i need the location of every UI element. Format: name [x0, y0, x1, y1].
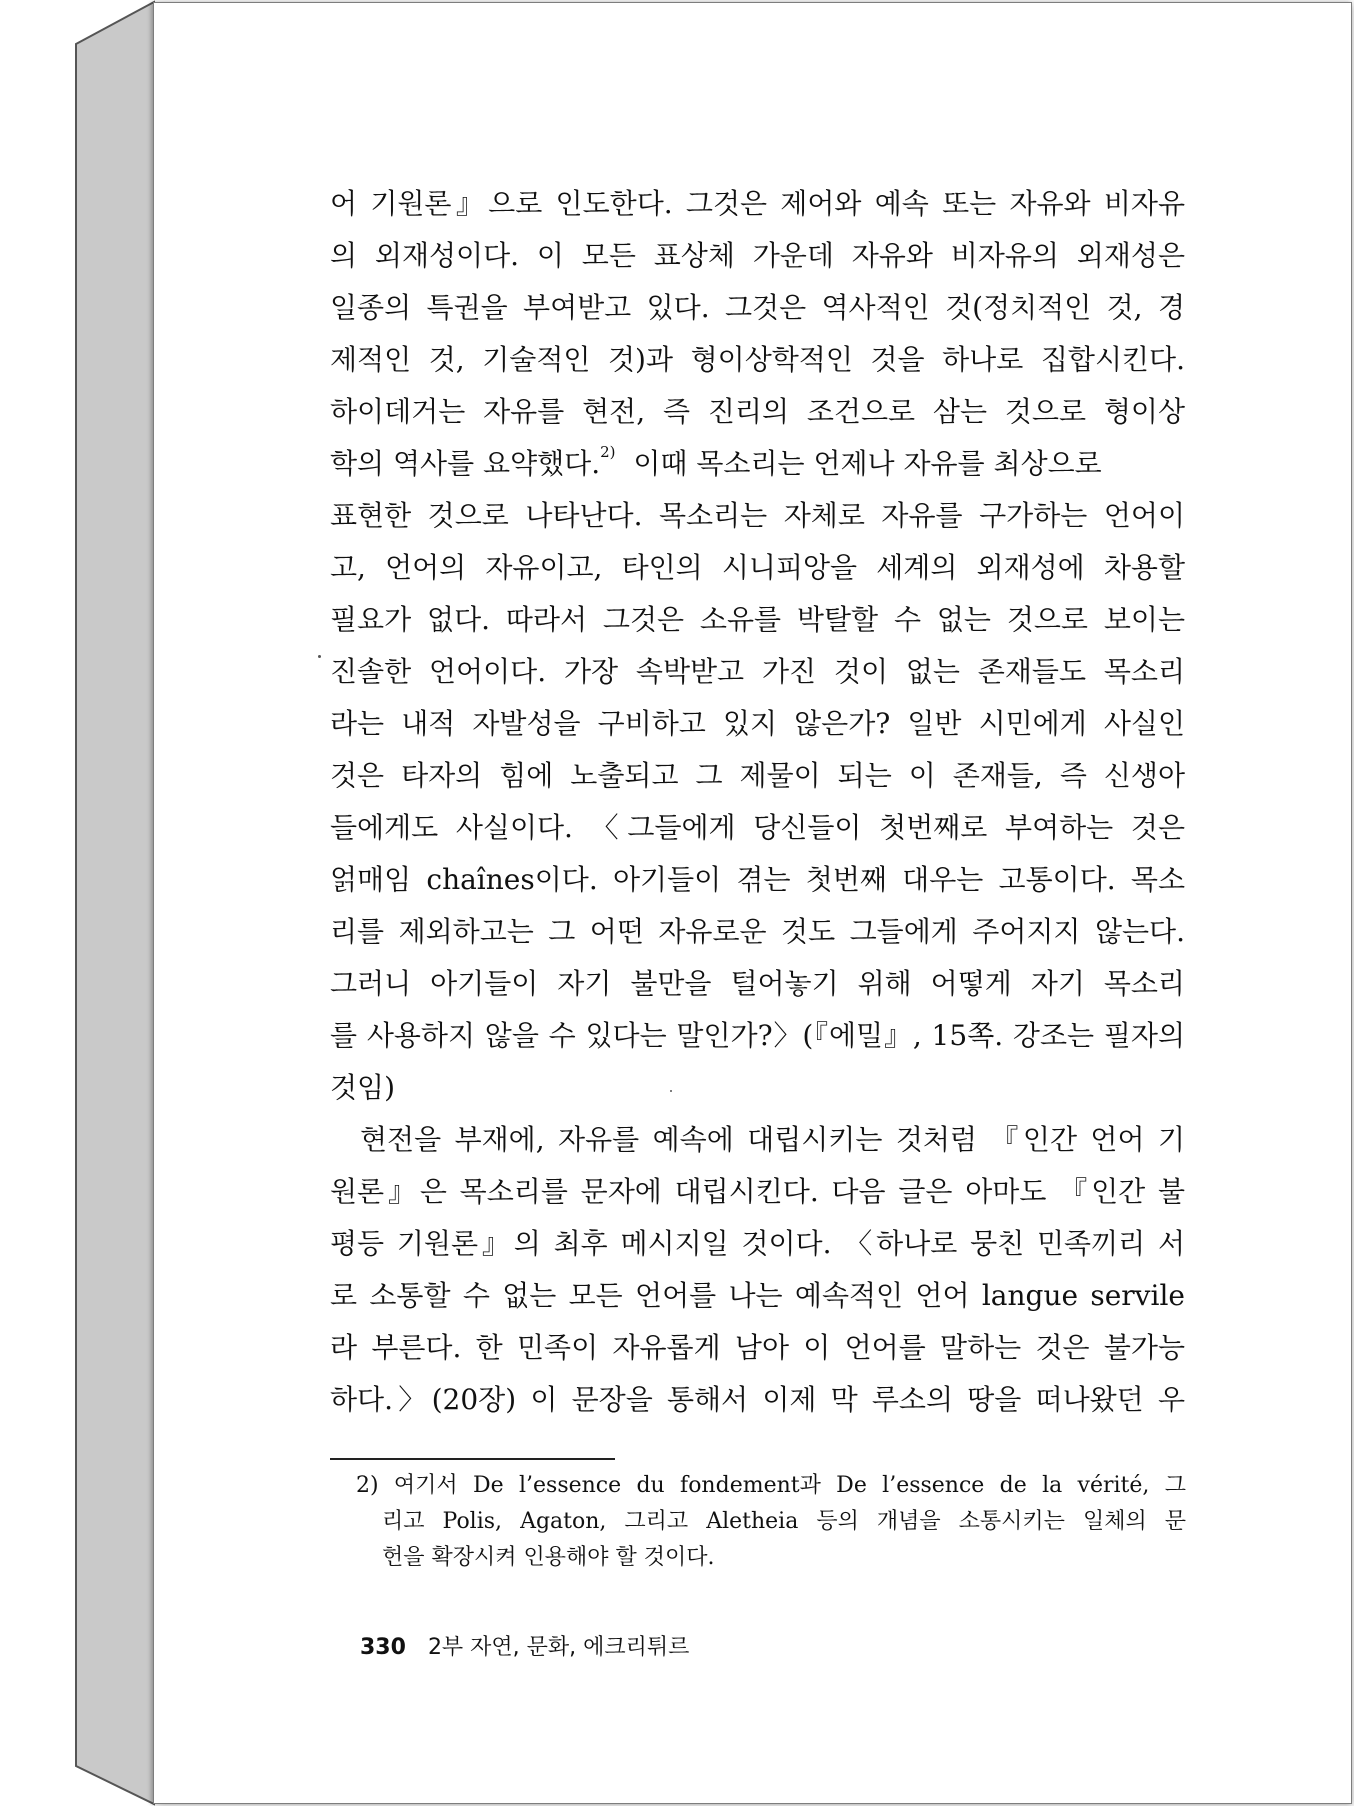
body-line: 표현한 것으로 나타난다. 목소리는 자체로 자유를 구가하는 언어이	[330, 499, 1185, 532]
body-line-head: 학의 역사를 요약했다.	[330, 447, 601, 480]
page-number: 330	[360, 1635, 406, 1660]
body-line-with-footnote-ref	[330, 438, 1185, 490]
body-line: 로 소통할 수 없는 모든 언어를 나는 예속적인 언어 langue servile	[330, 1279, 1185, 1312]
body-line: 어 기원론』으로 인도한다. 그것은 제어와 예속 또는 자유와 비자유	[330, 187, 1185, 220]
running-footer	[360, 1630, 689, 1661]
body-line: 라는 내적 자발성을 구비하고 있지 않은가? 일반 시민에게 사실인	[330, 707, 1185, 740]
body-line: 얽매임 chaînes이다. 아기들이 겪는 첫번째 대우는 고통이다. 목소	[330, 863, 1185, 896]
body-line: 의 외재성이다. 이 모든 표상체 가운데 자유와 비자유의 외재성은	[330, 239, 1185, 272]
running-title: 2부 자연, 문화, 에크리튀르	[427, 1635, 690, 1660]
footnote	[356, 1468, 1186, 1576]
body-line: 라 부른다. 한 민족이 자유롭게 남아 이 언어를 말하는 것은 불가능	[330, 1331, 1185, 1364]
book-spine	[0, 0, 160, 1806]
body-line: 필요가 없다. 따라서 그것은 소유를 박탈할 수 없는 것으로 보이는	[330, 603, 1185, 636]
body-text	[330, 178, 1185, 1426]
scan-speck	[318, 655, 321, 658]
footnote-line: 헌을 확장시켜 인용해야 할 것이다.	[382, 1545, 715, 1570]
body-line: 그러니 아기들이 자기 불만을 털어놓기 위해 어떻게 자기 목소리	[330, 967, 1185, 1000]
footnote-line	[356, 1468, 1186, 1504]
body-line: 진솔한 언어이다. 가장 속박받고 가진 것이 없는 존재들도 목소리	[330, 655, 1185, 688]
body-line: 것임)	[330, 1071, 396, 1104]
footnote-marker: 2)	[600, 443, 616, 461]
body-line: 일종의 특권을 부여받고 있다. 그것은 역사적인 것(정치적인 것, 경	[330, 291, 1185, 324]
scan-speck	[670, 1090, 672, 1092]
body-line: 원론』은 목소리를 문자에 대립시킨다. 다음 글은 아마도 『인간 불	[330, 1175, 1185, 1208]
footnote-divider	[330, 1458, 615, 1460]
body-line: 제적인 것, 기술적인 것)과 형이상학적인 것을 하나로 집합시킨다.	[330, 343, 1185, 376]
footnote-line: 리고 Polis, Agaton, 그리고 Aletheia 등의 개념을 소통시키는 일체의 문	[382, 1509, 1186, 1534]
body-line: 를 사용하지 않을 수 있다는 말인가?〉(『에밀』, 15쪽. 강조는 필자의	[330, 1019, 1185, 1052]
body-line: 평등 기원론』의 최후 메시지일 것이다. 〈하나로 뭉친 민족끼리 서	[330, 1227, 1185, 1260]
body-line: 리를 제외하고는 그 어떤 자유로운 것도 그들에게 주어지지 않는다.	[330, 915, 1185, 948]
body-line: 것은 타자의 힘에 노출되고 그 제물이 되는 이 존재들, 즉 신생아	[330, 759, 1185, 792]
body-line: 하다.〉(20장) 이 문장을 통해서 이제 막 루소의 땅을 떠나왔던 우	[330, 1383, 1185, 1416]
paragraph-first-line: 현전을 부재에, 자유를 예속에 대립시키는 것처럼 『인간 언어 기	[360, 1123, 1185, 1156]
footnote-number: 2)	[356, 1473, 379, 1498]
body-line: 들에게도 사실이다. 〈그들에게 당신들이 첫번째로 부여하는 것은	[330, 811, 1185, 844]
body-line: 하이데거는 자유를 현전, 즉 진리의 조건으로 삼는 것으로 형이상	[330, 395, 1185, 428]
body-line: 고, 언어의 자유이고, 타인의 시니피앙을 세계의 외재성에 차용할	[330, 551, 1185, 584]
body-line-tail: 이때 목소리는 언제나 자유를 최상으로	[633, 447, 1102, 480]
footnote-text: 여기서 De l’essence du fondement과 De l’essence de la vérité, 그	[393, 1473, 1186, 1498]
